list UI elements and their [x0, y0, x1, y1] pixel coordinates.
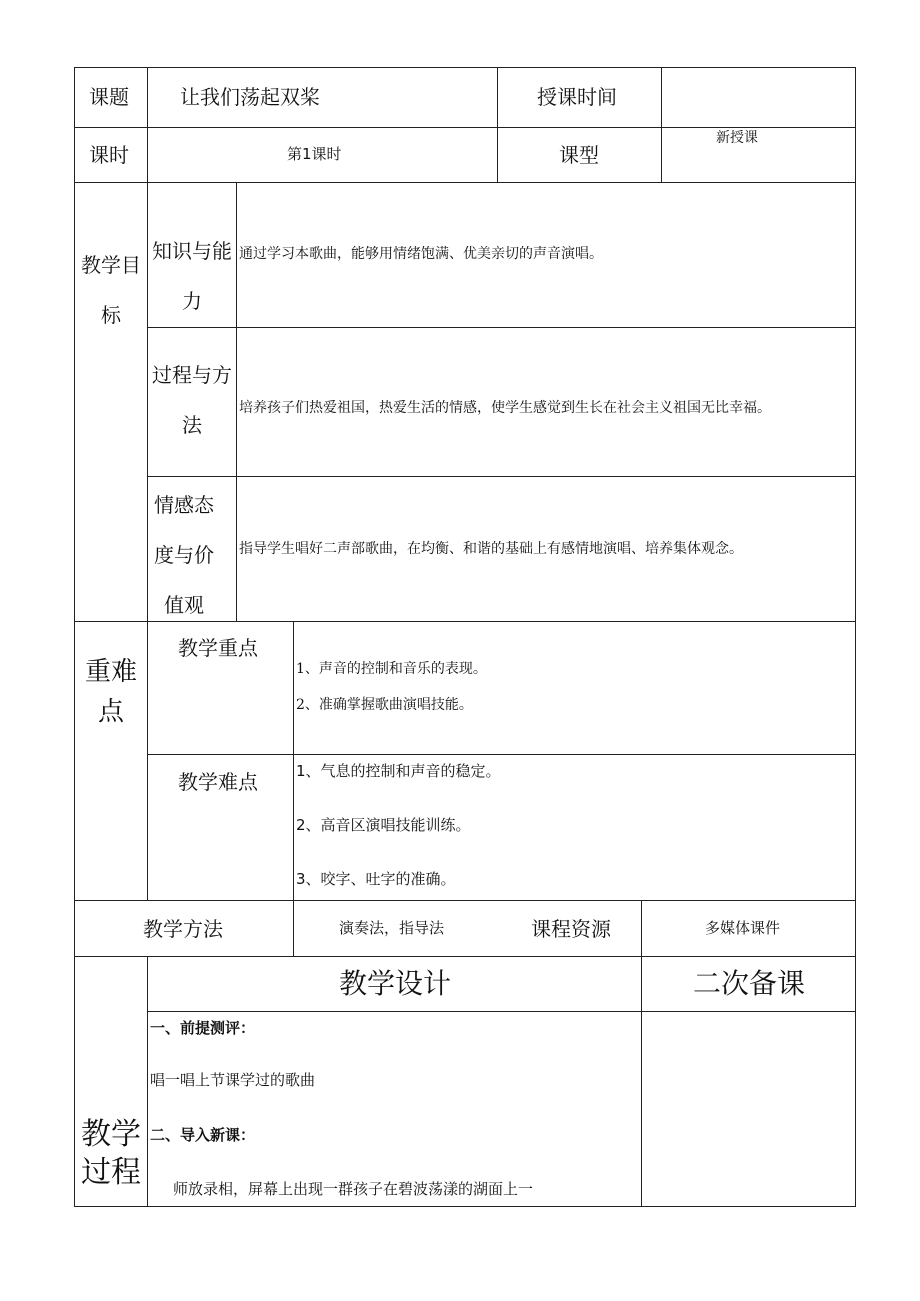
focus-label: 教学重点	[178, 636, 258, 660]
period-value: 第1课时	[287, 145, 342, 163]
process-line-3: 二、导入新课：	[150, 1126, 256, 1144]
prep-header: 二次备课	[693, 967, 806, 1000]
process-label: 过程与方法	[152, 363, 232, 437]
difficulty-label: 教学难点	[178, 770, 258, 794]
resource-label: 课程资源	[531, 917, 611, 941]
process-line-1: 一、前提测评：	[150, 1019, 256, 1037]
methods-value: 演奏法，指导法	[339, 919, 445, 937]
knowledge-label: 知识与能力	[152, 239, 232, 313]
design-header: 教学设计	[339, 967, 452, 1000]
process-text: 培养孩子们热爱祖国，热爱生活的情感，使学生感觉到生长在社会主义祖国无比幸福。	[239, 400, 771, 416]
resource-value: 多媒体课件	[705, 919, 781, 937]
focus-item-1: 1、声音的控制和音乐的表现。	[296, 661, 487, 677]
process-section-label: 教学过程	[81, 1117, 141, 1190]
difficulty-item-3: 3、咬字、吐字的准确。	[296, 870, 456, 888]
topic-label: 课题	[89, 85, 129, 109]
type-value: 新授课	[716, 130, 758, 146]
emotion-text: 指导学生唱好二声部歌曲，在均衡、和谐的基础上有感情地演唱、培养集体观念。	[239, 541, 743, 557]
difficulty-item-2: 2、高音区演唱技能训练。	[296, 816, 471, 834]
key-points-label: 重难点	[84, 657, 137, 727]
objectives-label: 教学目标	[81, 253, 141, 327]
difficulty-item-1: 1、气息的控制和声音的稳定。	[296, 762, 501, 780]
time-label: 授课时间	[537, 85, 617, 109]
topic-value: 让我们荡起双桨	[180, 85, 320, 109]
process-line-2: 唱一唱上节课学过的歌曲	[150, 1071, 316, 1089]
emotion-label: 情感态度与价值观	[154, 493, 214, 617]
type-label: 课型	[559, 143, 599, 167]
methods-label: 教学方法	[143, 917, 223, 941]
process-line-4: 师放录相，屏幕上出现一群孩子在碧波荡漾的湖面上一	[173, 1180, 534, 1198]
focus-item-2: 2、准确掌握歌曲演唱技能。	[296, 697, 473, 713]
knowledge-text: 通过学习本歌曲，能够用情绪饱满、优美亲切的声音演唱。	[239, 246, 603, 262]
period-label: 课时	[89, 143, 129, 167]
